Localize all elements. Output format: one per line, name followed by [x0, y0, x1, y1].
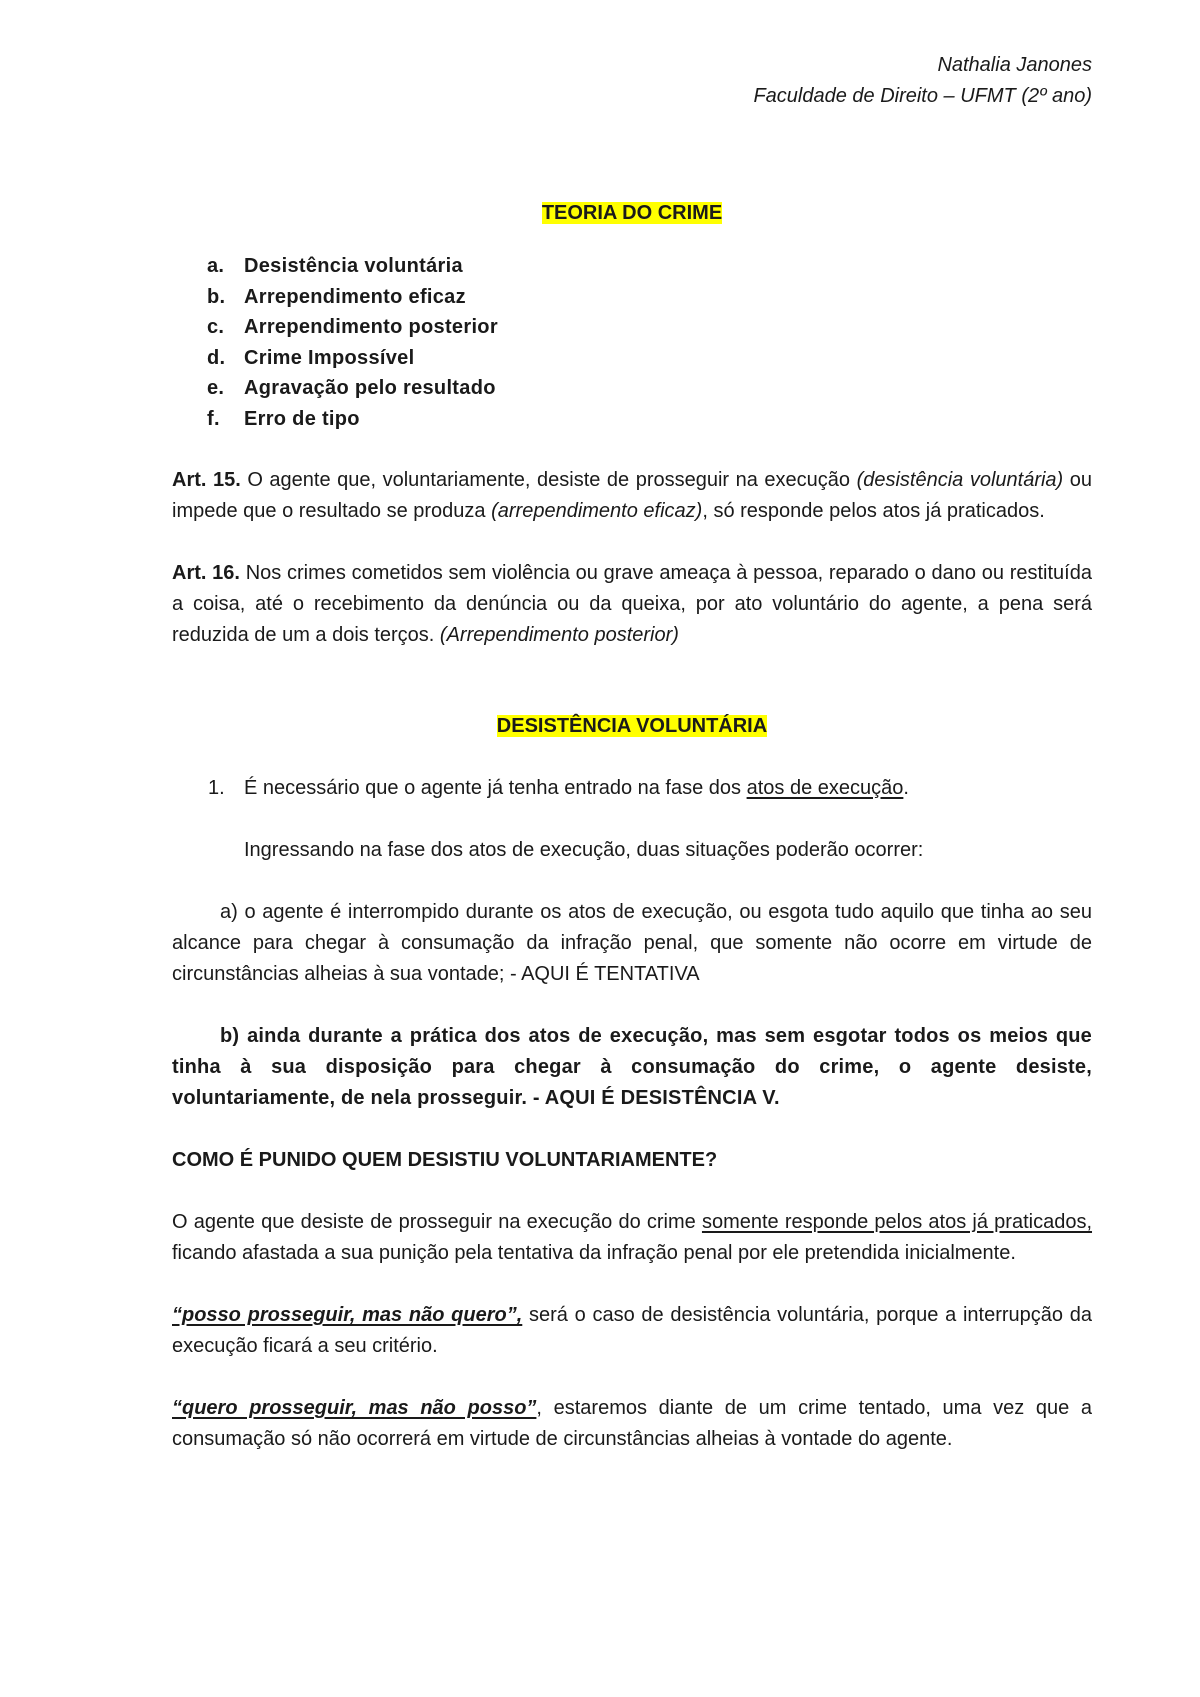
topic-label: Desistência voluntária [244, 255, 463, 277]
article-15-text-3: , só responde pelos atos já praticados. [702, 500, 1045, 522]
topic-label: Crime Impossível [244, 346, 415, 369]
section-title-desistencia-text: DESISTÊNCIA VOLUNTÁRIA [496, 715, 768, 737]
section-title-desistencia [172, 711, 1092, 742]
article-16-label: Art. 16. [172, 562, 240, 584]
intro-paragraph: Ingressando na fase dos atos de execução, duas situações poderão ocorrer: [244, 839, 924, 861]
question-text: COMO É PUNIDO QUEM DESISTIU VOLUNTARIAMENTE? [172, 1149, 718, 1171]
topic-marker: f. [207, 407, 220, 430]
answer-paragraph [172, 1207, 1092, 1269]
topic-item [172, 343, 1092, 374]
case-b-paragraph: b) ainda durante a prática dos atos de execução, mas sem esgotar todos os meios que tinha à sua disposição para chegar à consumação do crime, o agente desiste, voluntariamente, de nela prosseguir. - AQUI É DESISTÊNCIA V. [172, 1025, 1092, 1109]
quote-1: “posso prosseguir, mas não quero”, [172, 1304, 523, 1326]
answer-text: O agente que desiste de prosseguir na execução do crime [172, 1211, 702, 1233]
topic-item [172, 282, 1092, 313]
topic-item [172, 251, 1092, 282]
section-title-teoria [172, 198, 1092, 229]
topic-marker: b. [207, 285, 226, 308]
topic-marker: d. [207, 346, 226, 369]
article-16-text: Nos crimes cometidos sem violência ou grave ameaça à pessoa, reparado o dano ou restituída a coisa, até o recebimento da denúncia ou da queixa, por ato voluntário do agente, a pena será reduzida de um a dois terços. [172, 562, 1092, 646]
topic-item [172, 373, 1092, 404]
numbered-item-text: É necessário que o agente já tenha entrado na fase dos [244, 777, 747, 799]
article-15 [172, 465, 1092, 527]
topic-label: Arrependimento posterior [244, 316, 498, 338]
answer-underlined: somente responde pelos atos já praticados, [701, 1211, 1093, 1233]
topic-item [172, 312, 1092, 343]
document-body [172, 198, 1092, 1455]
page-header [753, 50, 1092, 112]
quote-1-paragraph [172, 1300, 1092, 1362]
quote-2-paragraph [172, 1393, 1092, 1455]
quote-2-rest: , estaremos diante de um crime tentado, uma vez que a consumação só não ocorrerá em virtude de circunstâncias alheias à vontade do agente. [172, 1397, 1092, 1450]
article-15-italic-2: (arrependimento eficaz) [491, 500, 703, 522]
numbered-marker: 1. [208, 777, 225, 799]
topic-marker: e. [207, 377, 225, 399]
topic-marker: a. [207, 255, 225, 277]
quote-1-rest: será o caso de desistência voluntária, porque a interrupção da execução ficará a seu critério. [172, 1304, 1093, 1357]
question-heading [172, 1145, 1092, 1176]
article-15-text: O agente que, voluntariamente, desiste de prosseguir na execução [240, 469, 857, 491]
numbered-item-underlined: atos de execução [746, 777, 904, 799]
article-15-text-2: ou impede que o resultado se produza [172, 469, 1093, 522]
answer-end: ficando afastada a sua punição pela tentativa da infração penal por ele pretendida inicialmente. [172, 1242, 1016, 1264]
topic-label: Agravação pelo resultado [244, 377, 496, 399]
topic-label: Arrependimento eficaz [244, 285, 466, 308]
topic-list [172, 251, 1092, 434]
numbered-item-end: . [903, 777, 909, 799]
article-15-label: Art. 15. [172, 469, 241, 491]
author-name: Nathalia Janones [937, 54, 1092, 76]
course-info: Faculdade de Direito – UFMT (2º ano) [753, 85, 1092, 107]
article-15-italic-1: (desistência voluntária) [856, 469, 1064, 491]
topic-item [172, 404, 1092, 435]
article-16-italic: (Arrependimento posterior) [439, 624, 679, 646]
case-a-paragraph: a) o agente é interrompido durante os atos de execução, ou esgota tudo aquilo que tinha ao seu alcance para chegar à consumação da infração penal, que somente não ocorre em virtude de circunstâncias alheias à sua vontade; - AQUI É TENTATIVA [172, 901, 1092, 985]
numbered-item-1 [172, 773, 1092, 804]
article-16 [172, 558, 1092, 651]
quote-2: “quero prosseguir, mas não posso” [172, 1397, 537, 1419]
section-title-teoria-text: TEORIA DO CRIME [541, 202, 723, 224]
topic-marker: c. [207, 316, 225, 338]
topic-label: Erro de tipo [244, 407, 360, 430]
